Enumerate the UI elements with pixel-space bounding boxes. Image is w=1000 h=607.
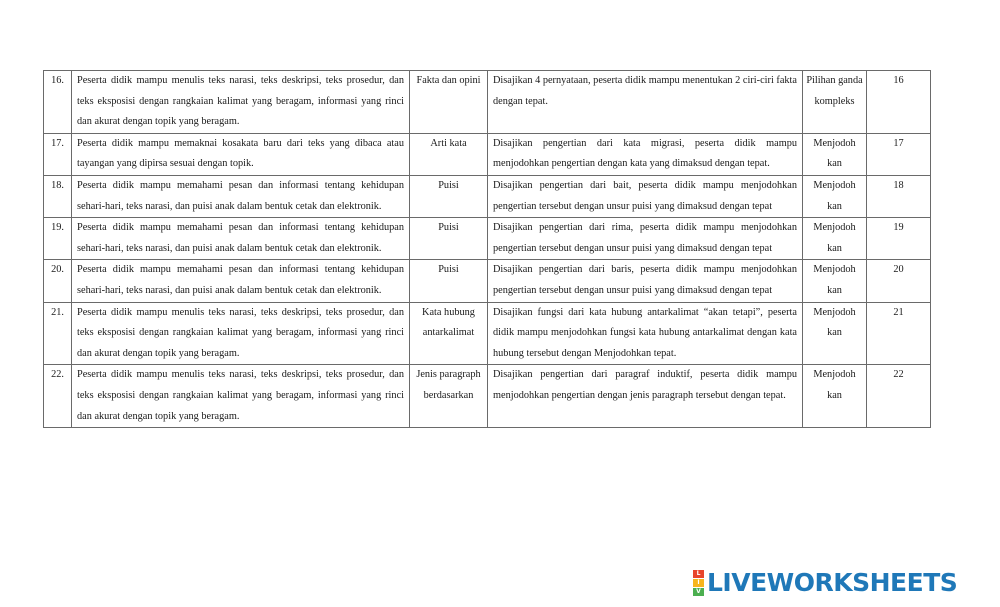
question-number: 19 (867, 218, 931, 260)
competency-text: Peserta didik mampu menulis teks narasi, teks deskripsi, teks prosedur, dan teks eksposisi dengan rangkaian kalimat yang beragam, informasi yang rinci dan akurat dengan topik yang beragam. (72, 302, 410, 365)
question-number: 18 (867, 175, 931, 217)
indicator-text: Disajikan fungsi dari kata hubung antarkalimat “akan tetapi”, peserta didik mampu menjodohkan fungsi kata hubung antarkalimat dengan kata hubung tersebut dengan Menjodohkan tepat. (488, 302, 803, 365)
competency-text: Peserta didik mampu memahami pesan dan informasi tentang kehidupan sehari-hari, teks narasi, dan puisi anak dalam bentuk cetak dan elektronik. (72, 175, 410, 217)
table-row (44, 218, 931, 260)
question-number: 20 (867, 260, 931, 302)
logo-mark-letter: L (693, 570, 704, 578)
question-number: 22 (867, 365, 931, 428)
logo-mark-letter: I (693, 579, 704, 587)
table-row (44, 71, 931, 134)
material-text: Kata hubung antarkalimat (410, 302, 488, 365)
table-row (44, 302, 931, 365)
row-number: 17. (44, 133, 72, 175)
liveworksheets-logo-text: LIVEWORKSHEETS (707, 568, 958, 597)
indicator-text: Disajikan pengertian dari rima, peserta didik mampu menjodohkan pengertian tersebut dengan unsur puisi yang dimaksud dengan tepat (488, 218, 803, 260)
liveworksheets-logo-mark-icon (693, 570, 704, 596)
competency-text: Peserta didik mampu menulis teks narasi, teks deskripsi, teks prosedur, dan teks eksposisi dengan rangkaian kalimat yang beragam, informasi yang rinci dan akurat dengan topik yang beragam. (72, 71, 410, 134)
liveworksheets-logo (693, 569, 957, 597)
competency-text: Peserta didik mampu memaknai kosakata baru dari teks yang dibaca atau tayangan yang dipirsa sesuai dengan topik. (72, 133, 410, 175)
question-grid-table (43, 70, 931, 428)
indicator-text: Disajikan pengertian dari paragraf induktif, peserta didik mampu menjodohkan pengertian dengan jenis paragraph tersebut dengan tepat. (488, 365, 803, 428)
question-number: 16 (867, 71, 931, 134)
material-text: Puisi (410, 218, 488, 260)
question-form-text: Pilihan ganda kompleks (803, 71, 867, 134)
table-row (44, 365, 931, 428)
table-body (44, 71, 931, 428)
material-text: Puisi (410, 175, 488, 217)
question-form-text: Menjodoh kan (803, 302, 867, 365)
row-number: 19. (44, 218, 72, 260)
indicator-text: Disajikan pengertian dari bait, peserta didik mampu menjodohkan pengertian tersebut dengan unsur puisi yang dimaksud dengan tepat (488, 175, 803, 217)
table-row (44, 133, 931, 175)
row-number: 18. (44, 175, 72, 217)
indicator-text: Disajikan pengertian dari baris, peserta didik mampu menjodohkan pengertian tersebut dengan unsur puisi yang dimaksud dengan tepat (488, 260, 803, 302)
question-number: 17 (867, 133, 931, 175)
question-form-text: Menjodoh kan (803, 260, 867, 302)
competency-text: Peserta didik mampu memahami pesan dan informasi tentang kehidupan sehari-hari, teks narasi, dan puisi anak dalam bentuk cetak dan elektronik. (72, 218, 410, 260)
row-number: 21. (44, 302, 72, 365)
row-number: 16. (44, 71, 72, 134)
material-text: Puisi (410, 260, 488, 302)
logo-mark-letter: V (693, 588, 704, 596)
row-number: 22. (44, 365, 72, 428)
table-row (44, 175, 931, 217)
row-number: 20. (44, 260, 72, 302)
question-form-text: Menjodoh kan (803, 365, 867, 428)
question-form-text: Menjodoh kan (803, 218, 867, 260)
question-form-text: Menjodoh kan (803, 133, 867, 175)
table-row (44, 260, 931, 302)
indicator-text: Disajikan 4 pernyataan, peserta didik mampu menentukan 2 ciri-ciri fakta dengan tepat. (488, 71, 803, 134)
material-text: Fakta dan opini (410, 71, 488, 134)
question-number: 21 (867, 302, 931, 365)
competency-text: Peserta didik mampu memahami pesan dan informasi tentang kehidupan sehari-hari, teks narasi, dan puisi anak dalam bentuk cetak dan elektronik. (72, 260, 410, 302)
indicator-text: Disajikan pengertian dari kata migrasi, peserta didik mampu menjodohkan pengertian dengan kata yang dimaksud dengan tepat. (488, 133, 803, 175)
competency-text: Peserta didik mampu menulis teks narasi, teks deskripsi, teks prosedur, dan teks eksposisi dengan rangkaian kalimat yang beragam, informasi yang rinci dan akurat dengan topik yang beragam. (72, 365, 410, 428)
material-text: Arti kata (410, 133, 488, 175)
material-text: Jenis paragraph berdasarkan (410, 365, 488, 428)
question-form-text: Menjodoh kan (803, 175, 867, 217)
